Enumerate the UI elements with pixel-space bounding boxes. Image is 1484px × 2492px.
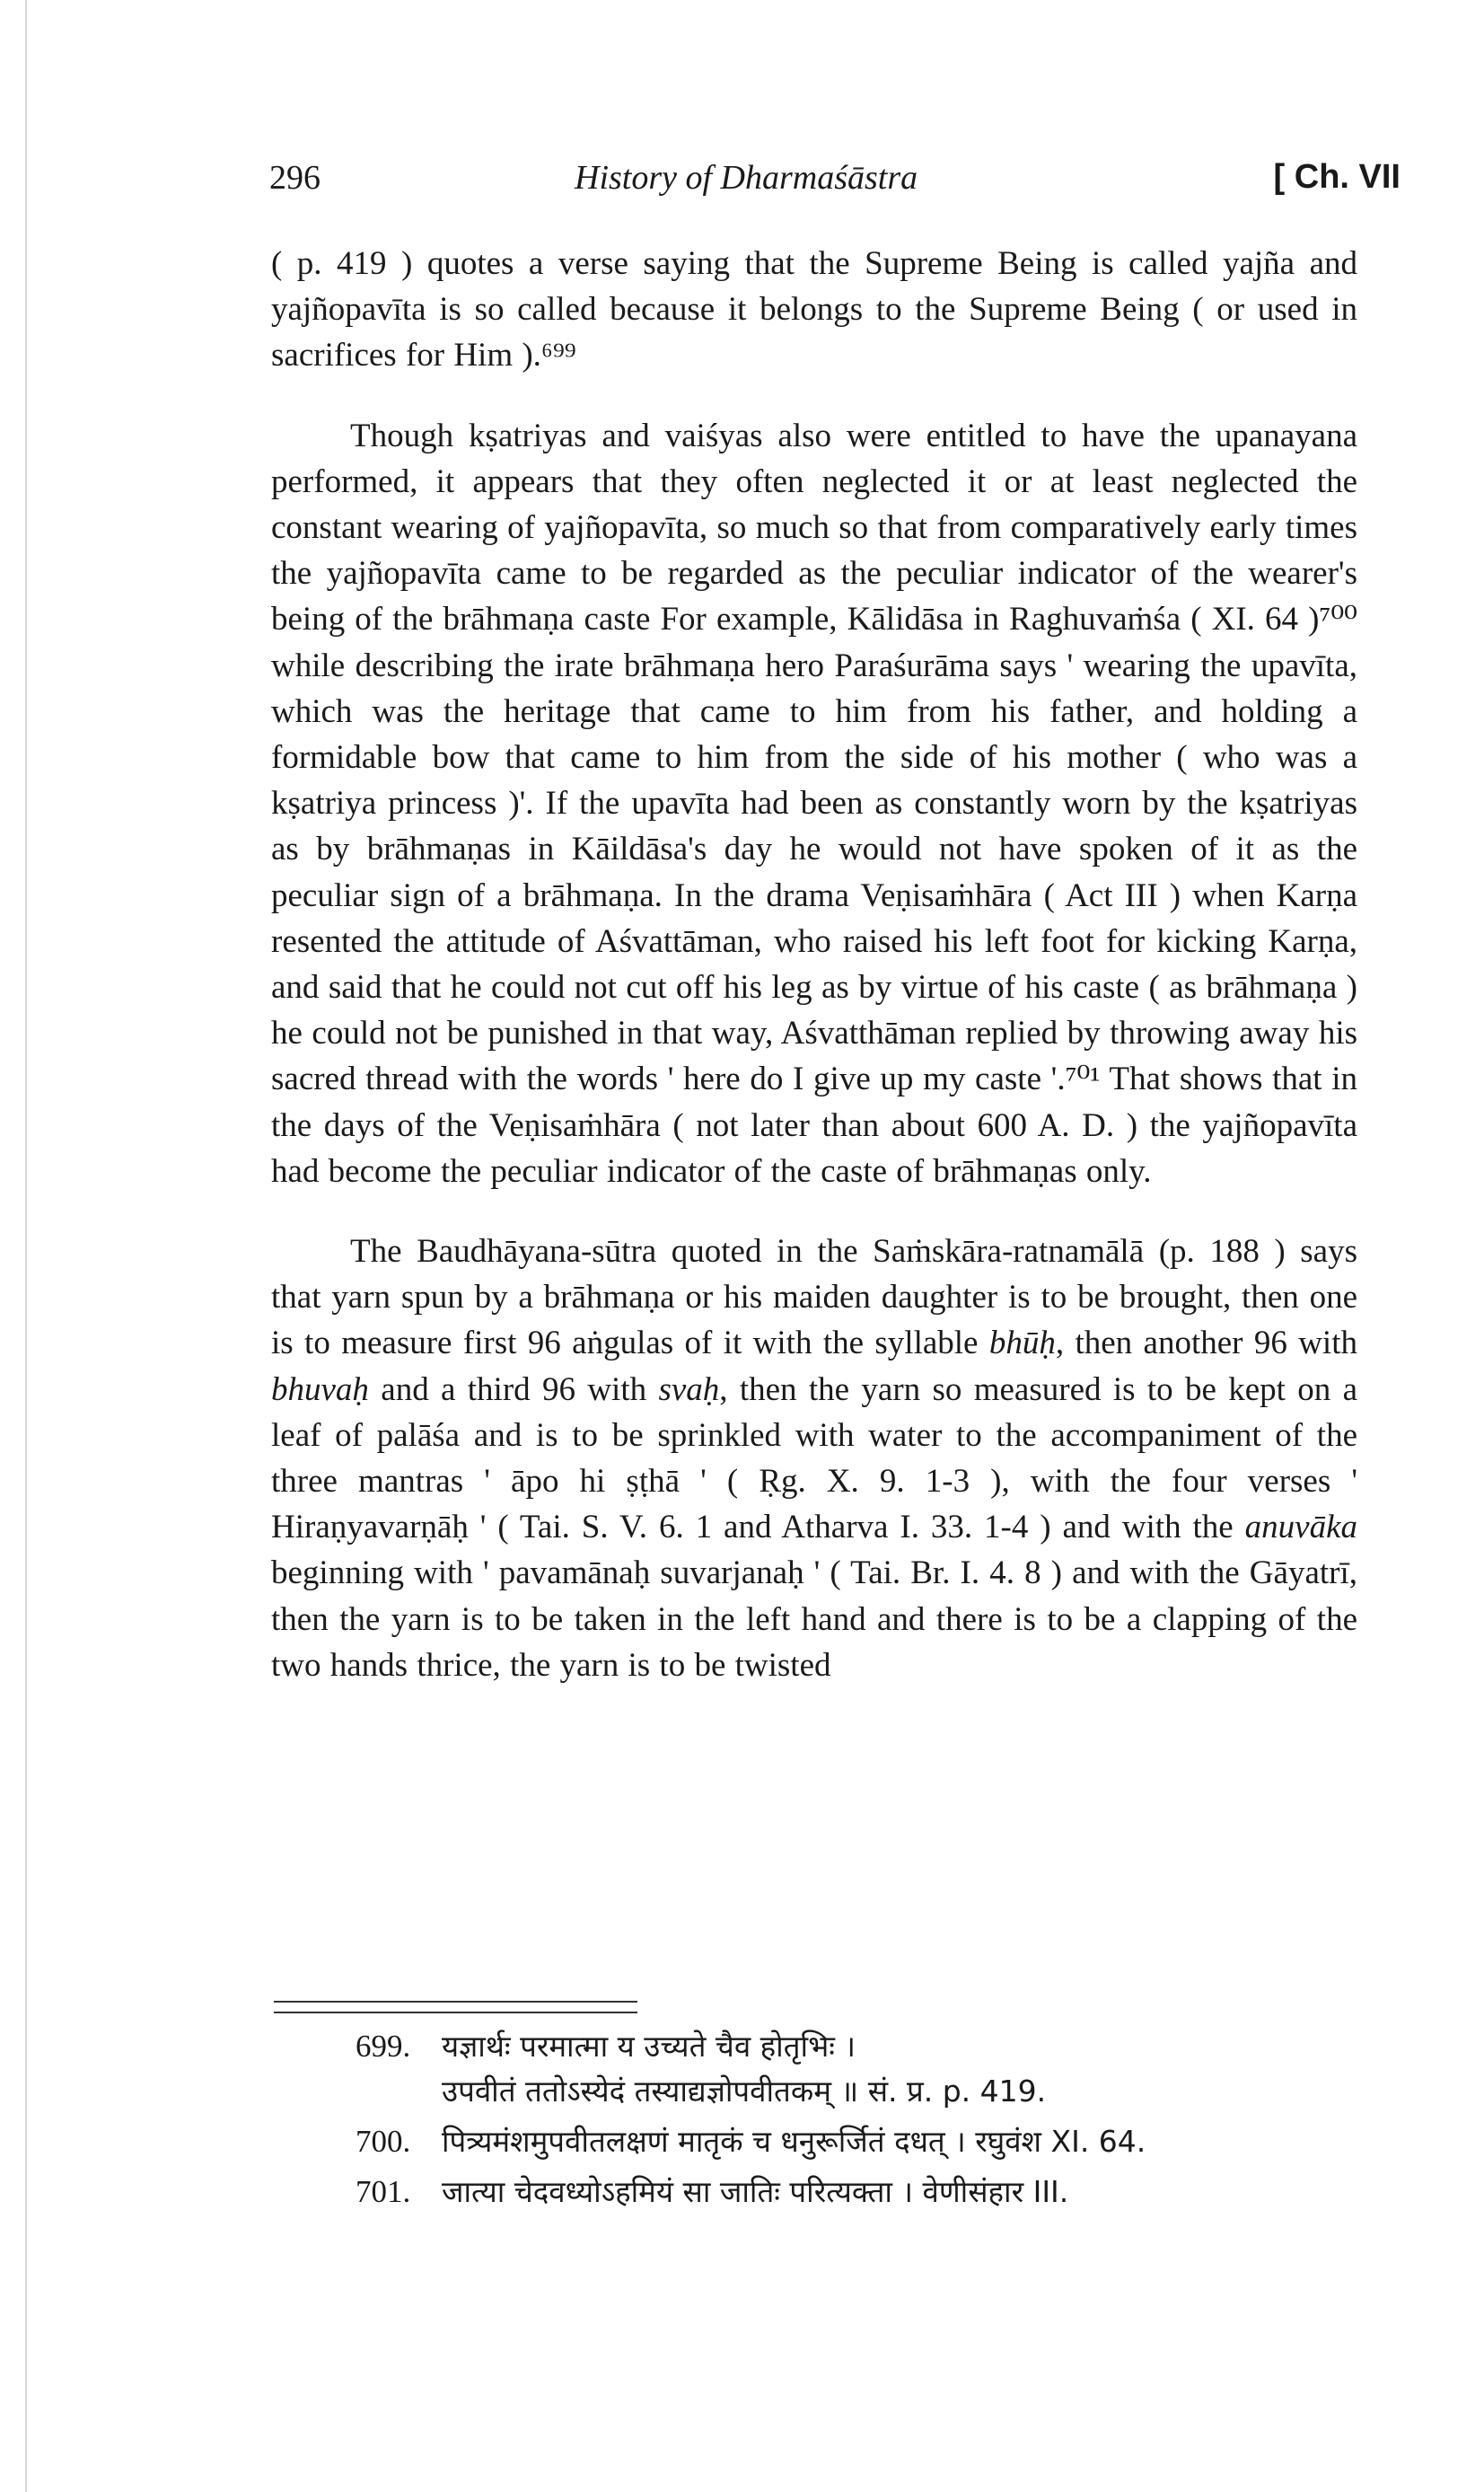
paragraph-3-text: beginning with ' pavamānaḥ suvarjanaḥ ' ( Tai. Br. I. 4. 8 ) and with the Gāyatrī, then the yarn is to be taken in the left hand and there is to be a clapping of the two hands thrice, the yarn is to be twisted	[271, 1554, 1357, 1684]
footnote-text: यज्ञार्थः परमात्मा य उच्यते चैव होतृभिः ।	[442, 2029, 856, 2064]
chapter-label: [ Ch. VII	[1273, 158, 1401, 196]
main-text	[271, 241, 1357, 1688]
paragraph-3	[271, 1228, 1357, 1688]
paragraph-3-text: , then the yarn so measured is to be kept on a leaf of palāśa and is to be sprinkled with water to the accompaniment of the three mantras ' āpo hi ṣṭhā ' ( Ṛg. X. 9. 1-3 ), with the four verses ' Hiraṇyavarṇāḥ ' ( Tai. S. V. 6. 1 and Atharva I. 33. 1-4 ) and with the	[271, 1370, 1357, 1546]
footnote-number: 699.	[356, 2029, 411, 2064]
footnote-text: पित्र्यमंशमुपवीतलक्षणं मातृकं च धनुरूर्जितं दधत् । रघुवंश XI. 64.	[442, 2124, 1146, 2159]
term-bhuvah: bhuvaḥ	[271, 1370, 369, 1408]
term-bhuh: bhūḥ	[988, 1325, 1056, 1362]
running-header	[269, 158, 1401, 212]
term-anuvaka: anuvāka	[1244, 1509, 1357, 1546]
footnote-701	[356, 2170, 1343, 2215]
footnote-number: 701.	[356, 2174, 411, 2209]
paragraph-3-text: , then another 96 with	[1055, 1325, 1357, 1362]
paragraph-2: Though kṣatriyas and vaiśyas also were entitled to have the upanayana performed, it appears that they often neglected it or at least neglected the constant wearing of yajñopavīta, so much so that from comparatively early times the yajñopavīta came to be regarded as the peculiar indicator of the wearer's being of the brāhmaṇa caste For example, Kālidāsa in Raghuvaṁśa ( XI. 64 )⁷⁰⁰ while describing the irate brāhmaṇa hero Paraśurāma says ' wearing the upavīta, which was the heritage that came to him from his father, and holding a formidable bow that came to him from the side of his mother ( who was a kṣatriya princess )'. If the upavīta had been as constantly worn by the kṣatriyas as by brāhmaṇas in Kāildāsa's day he would not have spoken of it as the peculiar sign of a brāhmaṇa. In the drama Veṇisaṁhāra ( Act III ) when Karṇa resented the attitude of Aśvattāman, who raised his left foot for kicking Karṇa, and said that he could not cut off his leg as by virtue of his caste ( as brāhmaṇa ) he could not be punished in that way, Aśvatthāman replied by throwing away his sacred thread with the words ' here do I give up my caste '.⁷⁰¹ That shows that in the days of the Veṇisaṁhāra ( not later than about 600 A. D. ) the yajñopavīta had become the peculiar indicator of the caste of brāhmaṇas only.	[271, 417, 1357, 1190]
footnote-text: उपवीतं ततोऽस्येदं तस्याद्यज्ञोपवीतकम् ॥ सं. प्र. p. 419.	[442, 2074, 1047, 2109]
footnote-699	[356, 2024, 1343, 2114]
footnotes	[356, 2024, 1343, 2215]
paragraph-3-text: and a third 96 with	[368, 1370, 659, 1408]
term-svah: svaḥ	[658, 1370, 720, 1408]
paragraph-3-text: The Baudhāyana-sūtra quoted in the Saṁskāra-ratnamālā (p. 188 ) says that yarn spun by a brāhmaṇa or his maiden daughter is to be brought, then one is to measure first 96 aṅgulas of it with the syllable	[271, 1233, 1357, 1362]
footnote-700	[356, 2119, 1343, 2164]
paragraph-1: ( p. 419 ) quotes a verse saying that the Supreme Being is called yajña and yajñopavīta is so called because it belongs to the Supreme Being ( or used in sacrifices for Him ).⁶⁹⁹	[271, 245, 1357, 374]
page-edge-line	[25, 0, 27, 2492]
page-number: 296	[269, 159, 321, 197]
running-title: History of Dharmaśāstra	[575, 159, 918, 197]
footnote-number: 700.	[356, 2124, 411, 2159]
footnote-rule	[274, 2001, 637, 2013]
footnote-text: जात्या चेदवध्योऽहमियं सा जातिः परित्यक्ता । वेणीसंहार III.	[442, 2174, 1069, 2209]
